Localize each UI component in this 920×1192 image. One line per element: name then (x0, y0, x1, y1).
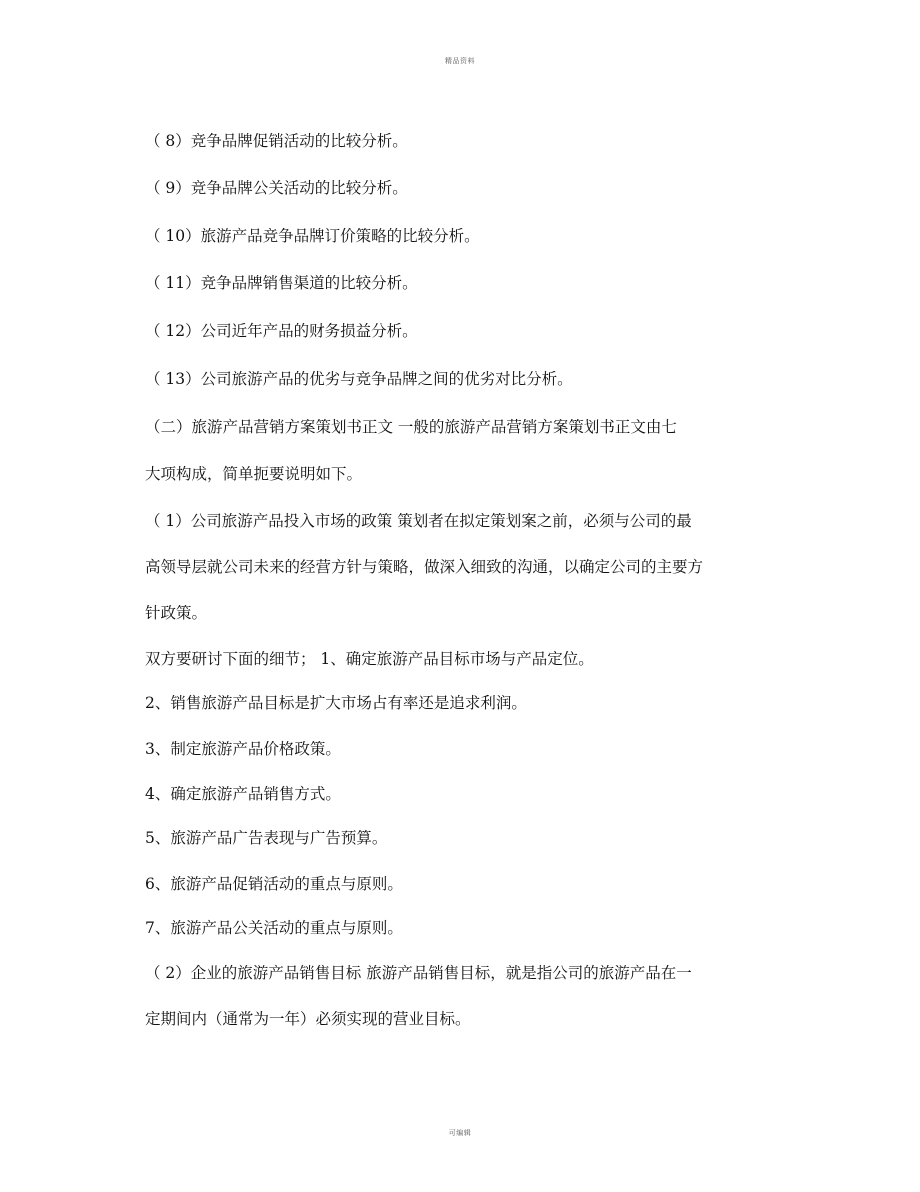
paragraph-line: （ 13）公司旅游产品的优劣与竞争品牌之间的优劣对比分析。 (145, 370, 573, 388)
paragraph-line: 大项构成，简单扼要说明如下。 (145, 465, 363, 483)
page-footer-mark: 可编辑 (448, 1129, 472, 1137)
paragraph-line: （ 1）公司旅游产品投入市场的政策 策划者在拟定策划案之前，必须与公司的最 (145, 512, 692, 530)
page-header-mark: 精品资料 (445, 57, 475, 65)
paragraph-line: （ 2）企业的旅游产品销售目标 旅游产品销售目标，就是指公司的旅游产品在一 (145, 964, 692, 982)
paragraph-line: 双方要研讨下面的细节； 1、确定旅游产品目标市场与产品定位。 (145, 650, 594, 668)
paragraph-line: 2、销售旅游产品目标是扩大市场占有率还是追求利润。 (145, 694, 527, 712)
paragraph-line: 3、制定旅游产品价格政策。 (145, 740, 341, 758)
paragraph-line: （ 10）旅游产品竞争品牌订价策略的比较分析。 (145, 227, 480, 245)
paragraph-line: 高领导层就公司未来的经营方针与策略，做深入细致的沟通，以确定公司的主要方 (145, 558, 704, 576)
paragraph-line: 6、旅游产品促销活动的重点与原则。 (145, 875, 403, 893)
paragraph-line: 7、旅游产品公关活动的重点与原则。 (145, 919, 403, 937)
paragraph-line: 针政策。 (145, 604, 208, 622)
paragraph-line: （ 8）竞争品牌促销活动的比较分析。 (145, 132, 408, 150)
paragraph-line: 定期间内（通常为一年）必须实现的营业目标。 (145, 1010, 471, 1028)
paragraph-line: （ 9）竞争品牌公关活动的比较分析。 (145, 179, 408, 197)
paragraph-line: （ 11）竞争品牌销售渠道的比较分析。 (145, 274, 418, 292)
paragraph-line: （ 12）公司近年产品的财务损益分析。 (145, 322, 418, 340)
paragraph-line: （二）旅游产品营销方案策划书正文 一般的旅游产品营销方案策划书正文由七 (145, 418, 677, 436)
paragraph-line: 4、确定旅游产品销售方式。 (145, 785, 341, 803)
paragraph-line: 5、旅游产品广告表现与广告预算。 (145, 829, 388, 847)
